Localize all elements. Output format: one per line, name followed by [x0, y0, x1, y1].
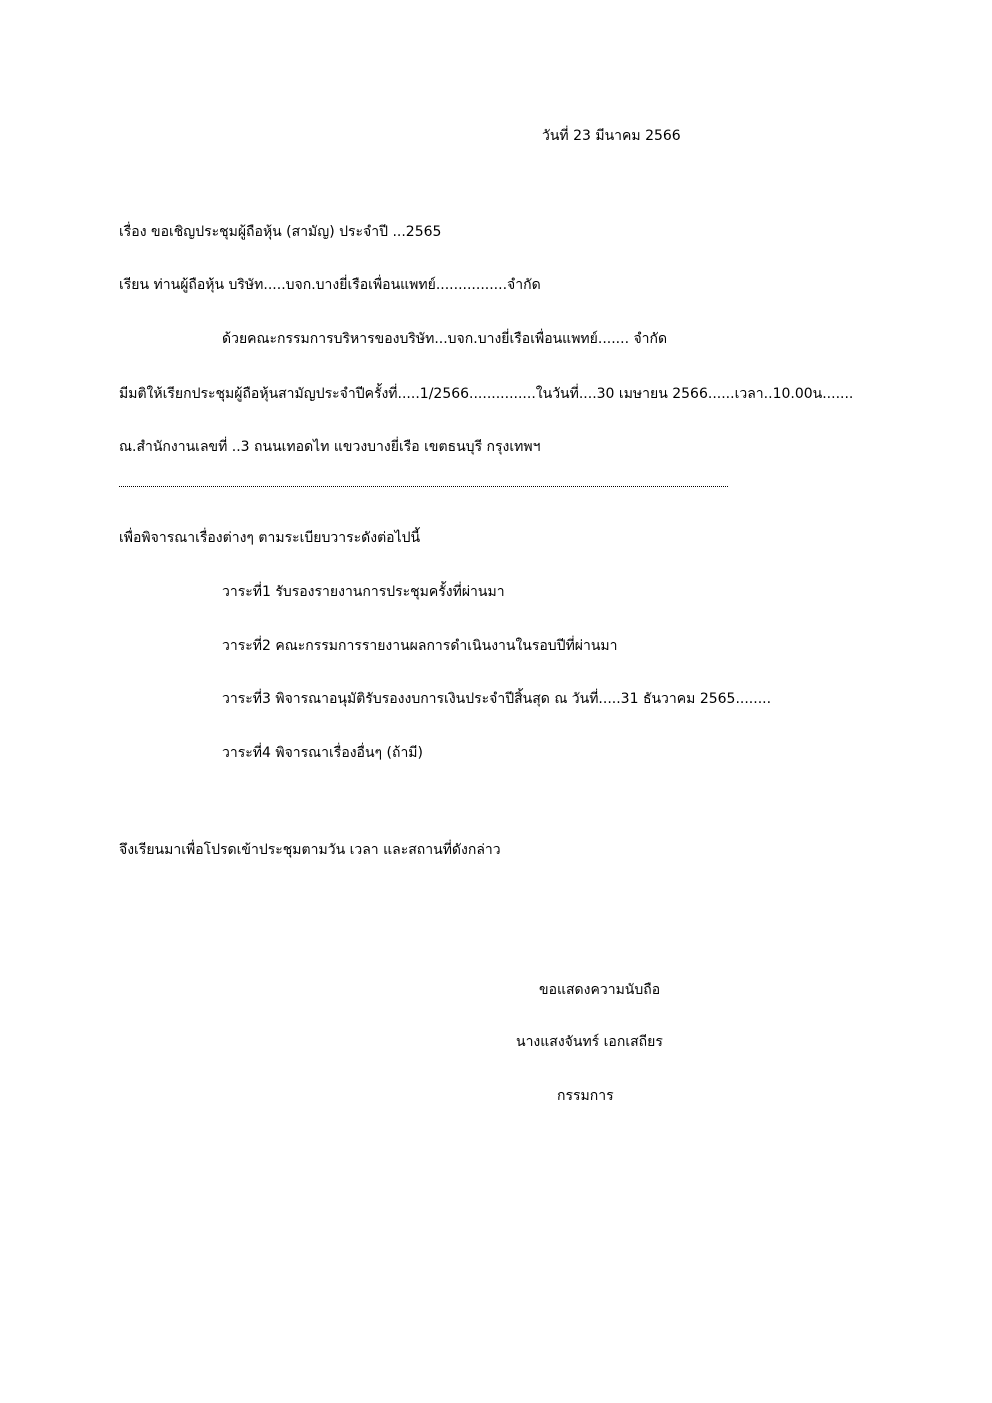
- letter-intro: ด้วยคณะกรรมการบริหารของบริษัท...บจก.บางยี่เรือเพื่อนแพทย์....... จำกัด: [222, 331, 668, 347]
- signer-title: กรรมการ: [557, 1088, 614, 1104]
- dotted-fill-line: [119, 486, 728, 487]
- signoff: ขอแสดงความนับถือ: [539, 982, 661, 998]
- agenda-intro: เพื่อพิจารณาเรื่องต่างๆ ตามระเบียบวาระดังต่อไปนี้: [119, 530, 421, 546]
- letter-recipient: เรียน ท่านผู้ถือหุ้น บริษัท.....บจก.บางยี่เรือเพื่อนแพทย์................จำกัด: [119, 277, 541, 293]
- agenda-item-3: วาระที่3 พิจารณาอนุมัติรับรองงบการเงินประจำปีสิ้นสุด ณ วันที่.....31 ธันวาคม 2565........: [222, 691, 772, 707]
- letter-resolution: มีมติให้เรียกประชุมผู้ถือหุ้นสามัญประจำปีครั้งที่.....1/2566...............ในวันที่....30 เมษายน 2566......เวลา..10.00น.......: [119, 386, 854, 402]
- agenda-item-4: วาระที่4 พิจารณาเรื่องอื่นๆ (ถ้ามี): [222, 745, 423, 761]
- agenda-item-1: วาระที่1 รับรองรายงานการประชุมครั้งที่ผ่านมา: [222, 584, 505, 600]
- agenda-item-2: วาระที่2 คณะกรรมการรายงานผลการดำเนินงานในรอบปีที่ผ่านมา: [222, 638, 618, 654]
- signer-name: นางแสงจันทร์ เอกเสถียร: [516, 1034, 663, 1050]
- letter-subject: เรื่อง ขอเชิญประชุมผู้ถือหุ้น (สามัญ) ประจำปี ...2565: [119, 224, 442, 240]
- closing-line: จึงเรียนมาเพื่อโปรดเข้าประชุมตามวัน เวลา และสถานที่ดังกล่าว: [119, 842, 501, 858]
- letter-venue: ณ.สำนักงานเลขที่ ..3 ถนนเทอดไท แขวงบางยี่เรือ เขตธนบุรี กรุงเทพฯ: [119, 439, 541, 455]
- letter-date: วันที่ 23 มีนาคม 2566: [542, 128, 681, 144]
